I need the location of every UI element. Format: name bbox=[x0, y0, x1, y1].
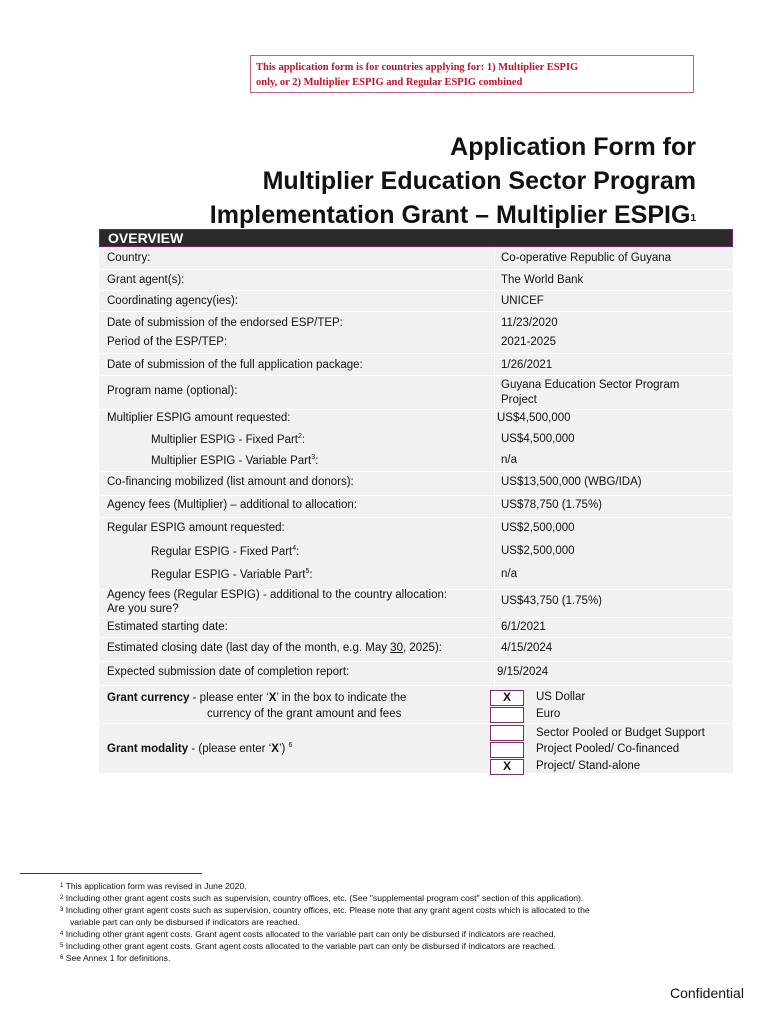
row-value: 2021-2025 bbox=[501, 336, 556, 348]
row-label: Expected submission date of completion report: bbox=[107, 666, 350, 678]
row-value: US$2,500,000 bbox=[501, 522, 575, 534]
program-name-line-1: Guyana Education Sector Program bbox=[501, 379, 680, 391]
row-separator bbox=[99, 661, 733, 662]
footnote-number: 2 bbox=[60, 895, 64, 901]
column-divider bbox=[494, 247, 495, 687]
row-label bbox=[151, 568, 313, 581]
row-label-text: Regular ESPIG - Variable Part bbox=[151, 568, 306, 581]
row-value: The World Bank bbox=[501, 274, 584, 286]
row-value: Co-operative Republic of Guyana bbox=[501, 252, 672, 264]
row-value: US$13,500,000 (WBG/IDA) bbox=[501, 476, 642, 488]
row-label bbox=[107, 588, 447, 616]
label-text: ’) bbox=[278, 742, 289, 755]
footnote-text: Including other grant agent costs such as supervision, country offices, etc. Please note that any grant agent costs which is allocated to the bbox=[65, 905, 590, 915]
page-title bbox=[150, 130, 696, 232]
row-value: n/a bbox=[501, 568, 517, 580]
footnote-text: Including other grant agent costs. Grant agent costs allocated to the variable part can only be disbursed if indicators are reached. bbox=[65, 929, 556, 939]
footnote-text: This application form was revised in June 2020. bbox=[65, 881, 247, 891]
row-value: 9/15/2024 bbox=[497, 666, 549, 678]
footnote-5 bbox=[60, 941, 556, 952]
notice-line-1: This application form is for countries applying for: 1) Multiplier ESPIG bbox=[256, 62, 579, 73]
footnote-ref: 6 bbox=[288, 742, 293, 749]
title-footnote-ref: 1 bbox=[690, 213, 696, 224]
modality-option-sector-pooled: Sector Pooled or Budget Support bbox=[536, 727, 705, 739]
row-label: Multiplier ESPIG amount requested: bbox=[107, 412, 291, 424]
title-line-3 bbox=[150, 198, 696, 232]
row-separator bbox=[99, 723, 733, 724]
grant-currency-label-line-2: currency of the grant amount and fees bbox=[207, 708, 402, 720]
footnote-number: 4 bbox=[60, 931, 64, 937]
program-name-line-2: Project bbox=[501, 394, 537, 406]
footnote-text: Including other grant agent costs such as supervision, country offices, etc. (See "supplemental program cost" section of this application). bbox=[65, 893, 584, 903]
row-separator bbox=[99, 375, 733, 376]
footnote-ref: 2 bbox=[297, 433, 302, 440]
row-label-line-2: Are you sure? bbox=[107, 603, 179, 615]
row-label-pre: Estimated closing date (last day of the month, e.g. May bbox=[107, 642, 391, 654]
row-value: US$78,750 (1.75%) bbox=[501, 499, 603, 511]
footnote-ref: 5 bbox=[305, 568, 310, 575]
footnote-text: See Annex 1 for definitions. bbox=[65, 953, 171, 963]
row-separator bbox=[99, 637, 733, 638]
row-label-text: Multiplier ESPIG - Fixed Part bbox=[151, 433, 298, 446]
row-label: Date of submission of the full application package: bbox=[107, 359, 363, 371]
row-separator bbox=[99, 290, 733, 291]
modality-option-stand-alone: Project/ Stand-alone bbox=[536, 760, 641, 772]
row-separator bbox=[99, 269, 733, 270]
label-text: - please enter ‘ bbox=[189, 692, 269, 704]
footnote-3-continued: variable part can only be disbursed if indicators are reached. bbox=[70, 917, 300, 927]
footnote-number: 3 bbox=[60, 907, 64, 913]
row-value: 1/26/2021 bbox=[501, 359, 553, 371]
footnote-number: 6 bbox=[60, 955, 64, 961]
row-label: Program name (optional): bbox=[107, 385, 238, 397]
currency-checkbox-euro[interactable] bbox=[490, 707, 524, 723]
row-value: UNICEF bbox=[501, 295, 544, 307]
footnote-2 bbox=[60, 893, 583, 904]
row-label-tail: : bbox=[301, 433, 306, 446]
modality-option-project-pooled: Project Pooled/ Co-financed bbox=[536, 743, 680, 755]
footnote-1 bbox=[60, 881, 247, 892]
row-value: 6/1/2021 bbox=[501, 621, 546, 633]
currency-option-euro: Euro bbox=[536, 708, 561, 720]
row-label: Agency fees (Multiplier) – additional to allocation: bbox=[107, 499, 357, 511]
title-line-1: Application Form for bbox=[450, 133, 696, 161]
row-separator bbox=[99, 311, 733, 312]
row-label-line-1: Agency fees (Regular ESPIG) - additional to the country allocation: bbox=[107, 589, 448, 601]
row-label-text: Regular ESPIG - Fixed Part bbox=[151, 545, 293, 558]
modality-checkbox-stand-alone[interactable]: X bbox=[490, 759, 524, 775]
row-label bbox=[107, 642, 442, 654]
row-label-underlined: 30 bbox=[390, 642, 403, 654]
modality-checkbox-project-pooled[interactable] bbox=[490, 742, 524, 758]
row-label: Regular ESPIG amount requested: bbox=[107, 522, 285, 534]
footnote-number: 5 bbox=[60, 943, 64, 949]
footnote-3 bbox=[60, 905, 590, 916]
row-label bbox=[151, 454, 318, 467]
notice-line-2: only, or 2) Multiplier ESPIG and Regular ESPIG combined bbox=[256, 77, 523, 88]
footnote-divider bbox=[20, 873, 202, 874]
currency-option-usd: US Dollar bbox=[536, 691, 586, 703]
row-label: Date of submission of the endorsed ESP/TEP: bbox=[107, 317, 343, 329]
label-text: ’ in the box to indicate the bbox=[276, 692, 407, 704]
row-value: 11/23/2020 bbox=[501, 317, 558, 329]
row-label: Coordinating agency(ies): bbox=[107, 295, 239, 307]
modality-checkbox-sector-pooled[interactable] bbox=[490, 725, 524, 741]
row-label-tail: : bbox=[309, 568, 313, 581]
title-line-2: Multiplier Education Sector Program bbox=[262, 167, 696, 195]
row-value: n/a bbox=[501, 454, 517, 466]
row-separator bbox=[99, 517, 733, 518]
footnote-ref: 3 bbox=[311, 454, 316, 461]
overview-heading: OVERVIEW bbox=[99, 229, 733, 247]
row-value bbox=[501, 378, 679, 408]
label-x: X bbox=[271, 742, 279, 755]
row-label: Country: bbox=[107, 252, 151, 264]
grant-currency-label-line-1 bbox=[107, 690, 406, 706]
row-separator bbox=[99, 471, 733, 472]
footnote-number: 1 bbox=[60, 883, 64, 889]
row-value: US$4,500,000 bbox=[497, 412, 571, 424]
row-separator bbox=[99, 495, 733, 496]
grant-currency-bold: Grant currency bbox=[107, 692, 190, 704]
title-line-3-text: Implementation Grant – Multiplier ESPIG bbox=[209, 201, 691, 229]
row-label-tail: : bbox=[315, 454, 319, 467]
currency-checkbox-usd[interactable]: X bbox=[490, 690, 524, 706]
row-value: 4/15/2024 bbox=[501, 642, 553, 654]
row-separator bbox=[99, 409, 733, 410]
label-text: - (please enter ‘ bbox=[188, 742, 272, 755]
footnote-text: Including other grant agent costs. Grant agent costs allocated to the variable part can only be disbursed if indicators are reached. bbox=[65, 941, 556, 951]
confidential-label: Confidential bbox=[670, 985, 744, 1001]
row-value: US$4,500,000 bbox=[501, 433, 575, 445]
row-separator bbox=[99, 685, 733, 686]
footnote-4 bbox=[60, 929, 556, 940]
row-label bbox=[151, 545, 299, 558]
footnote-ref: 4 bbox=[292, 545, 297, 552]
row-label: Estimated starting date: bbox=[107, 621, 228, 633]
row-label-tail: : bbox=[296, 545, 300, 558]
row-label: Period of the ESP/TEP: bbox=[107, 336, 228, 348]
row-label bbox=[151, 433, 305, 446]
application-notice-box bbox=[250, 55, 694, 93]
row-value: US$43,750 (1.75%) bbox=[501, 595, 603, 607]
row-label: Co-financing mobilized (list amount and donors): bbox=[107, 476, 354, 488]
label-x: X bbox=[268, 692, 277, 704]
row-separator bbox=[99, 353, 733, 354]
row-value: US$2,500,000 bbox=[501, 545, 575, 557]
overview-table bbox=[99, 247, 733, 773]
footnote-6 bbox=[60, 953, 170, 964]
row-separator bbox=[99, 617, 733, 618]
grant-modality-label-text bbox=[107, 742, 292, 755]
grant-modality-bold: Grant modality bbox=[107, 742, 189, 755]
row-label-post: , 2025): bbox=[402, 642, 442, 654]
row-label: Grant agent(s): bbox=[107, 274, 185, 286]
row-label-text: Multiplier ESPIG - Variable Part bbox=[151, 454, 312, 467]
